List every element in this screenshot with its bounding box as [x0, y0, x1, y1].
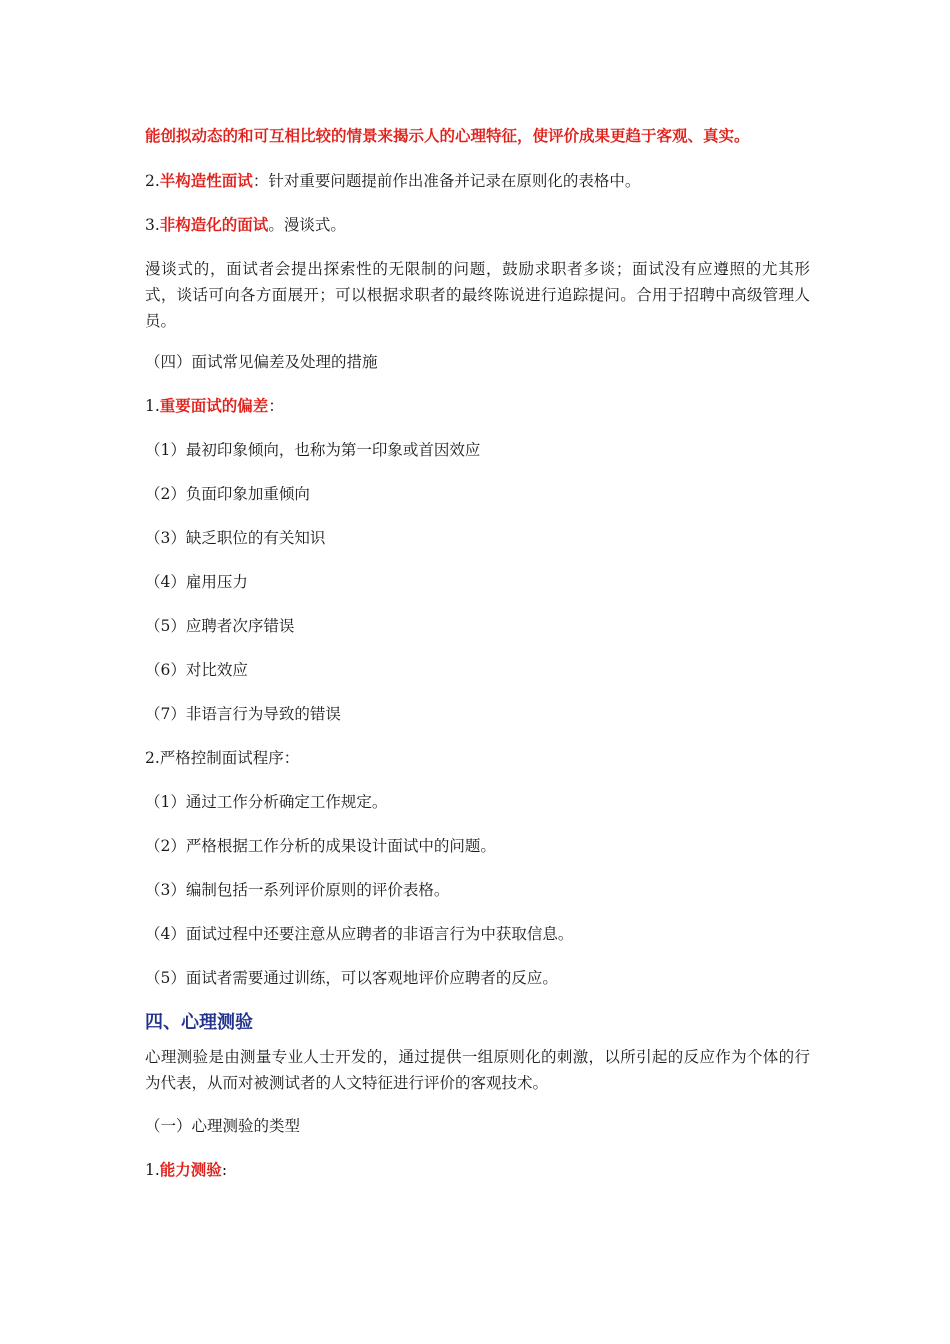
section-heading-psych-test: 四、心理测验	[145, 1012, 253, 1033]
unstructured-interview-item	[145, 214, 810, 236]
item-number: 1.	[145, 397, 160, 415]
bias-heading	[145, 395, 810, 417]
bias-item: （6）对比效应	[145, 661, 248, 679]
item-text: ：	[268, 397, 284, 415]
control-item: （4）面试过程中还要注意从应聘者的非语言行为中获取信息。	[145, 925, 574, 943]
item-number: 2.	[145, 172, 160, 190]
term-semi-structured: 半构造性面试	[159, 171, 253, 190]
term-bias: 重要面试的偏差	[159, 396, 269, 415]
ability-test-heading	[145, 1159, 810, 1181]
control-item: （1）通过工作分析确定工作规定。	[145, 793, 388, 811]
bias-item: （1）最初印象倾向，也称为第一印象或首因效应	[145, 441, 481, 459]
bias-item: （4）雇用压力	[145, 573, 248, 591]
psych-test-description: 心理测验是由测量专业人士开发的，通过提供一组原则化的刺激，以所引起的反应作为个体的行为代表，从而对被测试者的人文特征进行评价的客观技术。	[145, 1048, 810, 1092]
bias-item: （2）负面印象加重倾向	[145, 485, 310, 503]
section-four-title: （四）面试常见偏差及处理的措施	[145, 353, 378, 371]
item-number: 3.	[145, 216, 160, 234]
control-item: （3）编制包括一系列评价原则的评价表格。	[145, 881, 450, 899]
control-heading: 2.严格控制面试程序：	[145, 749, 300, 767]
item-text: 。漫谈式。	[268, 216, 346, 234]
semi-structured-interview-item	[145, 170, 810, 192]
item-text: ：针对重要问题提前作出准备并记录在原则化的表格中。	[252, 172, 641, 190]
term-unstructured: 非构造化的面试	[159, 215, 269, 234]
bias-item: （3）缺乏职位的有关知识	[145, 529, 326, 547]
item-text: :	[221, 1161, 228, 1179]
term-ability-test: 能力测验	[159, 1160, 222, 1179]
bias-item: （7）非语言行为导致的错误	[145, 705, 341, 723]
control-item: （5）面试者需要通过训练，可以客观地评价应聘者的反应。	[145, 969, 558, 987]
item-number: 1.	[145, 1161, 160, 1179]
intro-red-sentence: 能创拟动态的和可互相比较的情景来揭示人的心理特征，使评价成果更趋于客观、真实。	[145, 126, 750, 145]
control-item: （2）严格根据工作分析的成果设计面试中的问题。	[145, 837, 496, 855]
bias-item: （5）应聘者次序错误	[145, 617, 295, 635]
unstructured-description: 漫谈式的，面试者会提出探索性的无限制的问题，鼓励求职者多谈；面试没有应遵照的尤其形式，谈话可向各方面展开；可以根据求职者的最终陈说进行追踪提问。合用于招聘中高级管理人员。	[145, 260, 810, 330]
psych-test-types-title: （一）心理测验的类型	[145, 1117, 301, 1135]
